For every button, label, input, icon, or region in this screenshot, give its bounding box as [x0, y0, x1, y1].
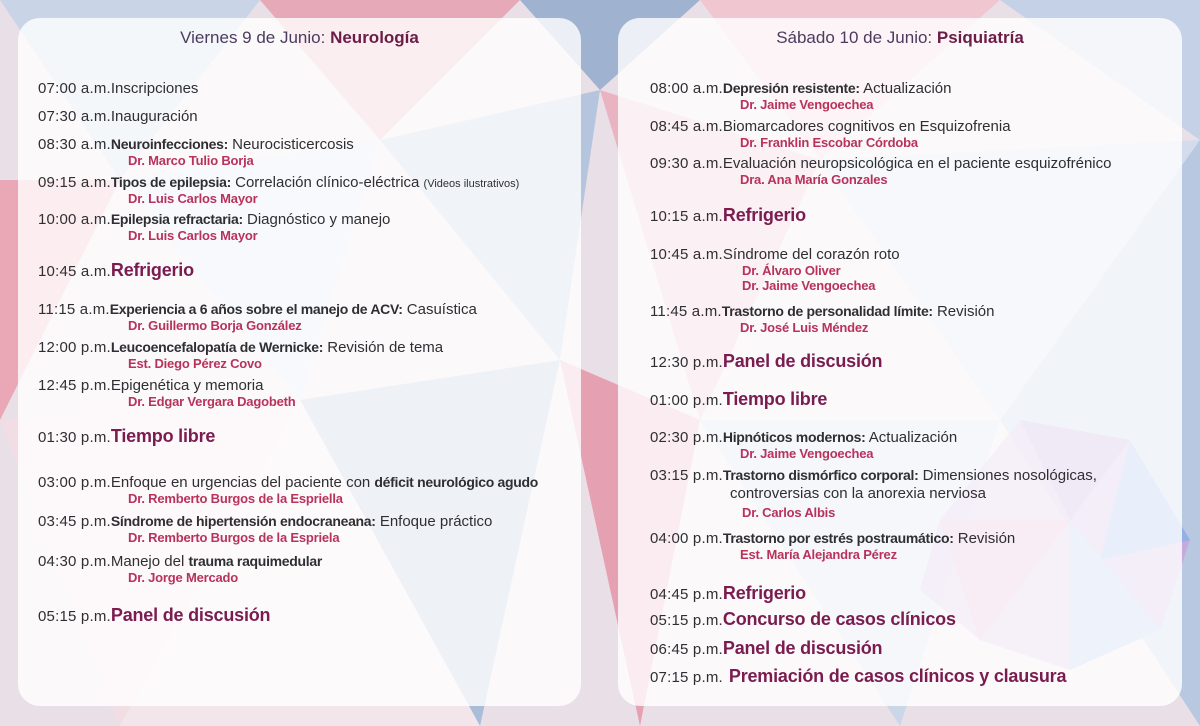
schedule-item [38, 339, 571, 371]
schedule-item [38, 136, 571, 168]
session-title: Enfoque en urgencias del paciente con [110, 474, 375, 491]
schedule-item [38, 605, 571, 626]
schedule-item [650, 583, 1172, 604]
session-bold: Tipos de epilepsia: [110, 174, 231, 190]
time: 08:30 a.m. [38, 136, 111, 153]
time: 03:15 p.m. [650, 467, 723, 484]
time: 12:30 p.m. [650, 354, 723, 371]
session-bold: Trastorno dismórfico corporal: [722, 467, 919, 483]
speaker: Dr. Luis Carlos Mayor [128, 191, 258, 206]
speaker: Dr. Remberto Burgos de la Espriela [128, 530, 340, 545]
time: 01:00 p.m. [650, 392, 723, 409]
saturday-topic: Psiquiatría [936, 28, 1024, 47]
session-title: Neurocisticercosis [227, 136, 354, 153]
session-title: Tiempo libre [110, 426, 216, 446]
session-title: Panel de discusión [110, 605, 271, 625]
time: 11:45 a.m. [650, 303, 722, 320]
schedule-item [38, 80, 571, 97]
session-bold: Trastorno por estrés postraumático: [722, 530, 954, 546]
session-title: Inscripciones [110, 80, 199, 97]
session-bold: Experiencia a 6 años sobre el manejo de ACV: [109, 301, 403, 317]
friday-day: Viernes 9 de Junio: [180, 28, 326, 47]
session-note: (Videos ilustrativos) [423, 178, 520, 190]
session-bold: Leucoencefalopatía de Wernicke: [110, 339, 324, 355]
session-title: Refrigerio [110, 260, 194, 280]
time: 08:00 a.m. [650, 80, 723, 97]
session-bold: Trastorno de personalidad límite: [721, 303, 933, 319]
saturday-panel [618, 18, 1182, 706]
session-title: Revisión [932, 303, 995, 320]
time: 07:30 a.m. [38, 108, 111, 125]
schedule-item [650, 246, 1172, 293]
session-title: Refrigerio [722, 583, 806, 603]
schedule-item [650, 609, 1172, 630]
session-title: Panel de discusión [722, 351, 883, 371]
speaker: Dr. Luis Carlos Mayor [128, 228, 258, 243]
time: 12:00 p.m. [38, 339, 111, 356]
session-title: Inauguración [110, 108, 198, 125]
speaker: Est. Diego Pérez Covo [128, 356, 262, 371]
time: 11:15 a.m. [38, 301, 110, 318]
time: 04:00 p.m. [650, 530, 723, 547]
friday-topic: Neurología [330, 28, 419, 47]
session-title: Enfoque práctico [375, 513, 493, 530]
time: 09:30 a.m. [650, 155, 723, 172]
time: 03:00 p.m. [38, 474, 111, 491]
schedule-item [38, 474, 571, 506]
schedule-item [38, 301, 571, 333]
session-title: Revisión [953, 530, 1016, 547]
session-title: Epigenética y memoria [110, 377, 264, 394]
time: 06:45 p.m. [650, 641, 723, 658]
schedule-item [650, 80, 1172, 112]
session-bold: trauma raquimedular [188, 553, 323, 569]
session-bold: déficit neurológico agudo [374, 474, 539, 490]
speaker: Dr. José Luis Méndez [740, 320, 869, 335]
session-title: Diagnóstico y manejo [242, 211, 391, 228]
time: 05:15 p.m. [650, 612, 723, 629]
session-title: Concurso de casos clínicos [722, 609, 956, 629]
session-title: Panel de discusión [722, 638, 883, 658]
speaker: Dr. Remberto Burgos de la Espriella [128, 491, 343, 506]
speaker: Dra. Ana María Gonzales [740, 172, 888, 187]
session-title: Dimensiones nosológicas, [918, 467, 1097, 484]
time: 02:30 p.m. [650, 429, 723, 446]
time: 08:45 a.m. [650, 118, 723, 135]
saturday-heading [618, 28, 1182, 48]
session-bold: Neuroinfecciones: [110, 136, 228, 152]
session-title: Tiempo libre [722, 389, 828, 409]
session-title: Actualización [865, 429, 958, 446]
session-title: Biomarcadores cognitivos en Esquizofrenia [722, 118, 1011, 135]
session-title: Evaluación neuropsicológica en el paciente esquizofrénico [722, 155, 1112, 172]
schedule-item [38, 513, 571, 545]
saturday-day: Sábado 10 de Junio: [776, 28, 933, 47]
time: 10:00 a.m. [38, 211, 111, 228]
schedule-item [650, 467, 1172, 520]
speaker: Dr. Jaime Vengoechea [740, 446, 874, 461]
session-title: Premiación de casos clínicos y clausura [728, 666, 1067, 686]
schedule-item [38, 174, 571, 206]
session-title: Manejo del [110, 553, 189, 570]
time: 04:45 p.m. [650, 586, 723, 603]
schedule-item [38, 108, 571, 125]
schedule-item [38, 260, 571, 281]
speaker: Dr. Guillermo Borja González [128, 318, 302, 333]
time: 09:15 a.m. [38, 174, 111, 191]
speaker: Dr. Jorge Mercado [128, 570, 239, 585]
time: 07:15 p.m. [650, 669, 723, 686]
session-bold: Epilepsia refractaria: [110, 211, 243, 227]
time: 03:45 p.m. [38, 513, 111, 530]
schedule-item [650, 155, 1172, 187]
speaker: Dr. Marco Tulio Borja [128, 153, 254, 168]
schedule-item [650, 303, 1172, 335]
session-bold: Síndrome de hipertensión endocraneana: [110, 513, 376, 529]
schedule-item [650, 666, 1172, 687]
session-title: Refrigerio [722, 205, 806, 225]
speaker: Dr. Carlos Albis [742, 505, 836, 520]
time: 10:45 a.m. [38, 263, 111, 280]
speaker: Dr. Jaime Vengoechea [740, 97, 874, 112]
time: 05:15 p.m. [38, 608, 111, 625]
schedule-item [38, 211, 571, 243]
session-title: Revisión de tema [323, 339, 444, 356]
speaker: Dr. Edgar Vergara Dagobeth [128, 394, 296, 409]
session-title: Correlación clínico-eléctrica [230, 174, 424, 191]
session-bold: Depresión resistente: [722, 80, 860, 96]
time: 04:30 p.m. [38, 553, 111, 570]
session-title: Casuística [402, 301, 477, 318]
time: 01:30 p.m. [38, 429, 111, 446]
session-bold: Hipnóticos modernos: [722, 429, 866, 445]
schedule-item [650, 530, 1172, 562]
speaker: Dr. Álvaro Oliver [742, 263, 841, 278]
schedule-item [650, 205, 1172, 226]
friday-heading [18, 28, 581, 48]
time: 10:45 a.m. [650, 246, 723, 263]
speaker: Est. María Alejandra Pérez [740, 547, 897, 562]
friday-panel [18, 18, 581, 706]
session-title: Actualización [859, 80, 952, 97]
session-title: Síndrome del corazón roto [722, 246, 900, 263]
time: 07:00 a.m. [38, 80, 111, 97]
speaker: Dr. Jaime Vengoechea [742, 278, 876, 293]
schedule-item [38, 553, 571, 585]
schedule-item [650, 389, 1172, 410]
session-title-cont: controversias con la anorexia nerviosa [730, 485, 986, 502]
schedule-item [38, 377, 571, 409]
time: 12:45 p.m. [38, 377, 111, 394]
schedule-item [650, 429, 1172, 461]
schedule-item [650, 638, 1172, 659]
time: 10:15 a.m. [650, 208, 723, 225]
schedule-item [650, 351, 1172, 372]
schedule-item [38, 426, 571, 447]
speaker: Dr. Franklin Escobar Córdoba [740, 135, 918, 150]
schedule-item [650, 118, 1172, 150]
